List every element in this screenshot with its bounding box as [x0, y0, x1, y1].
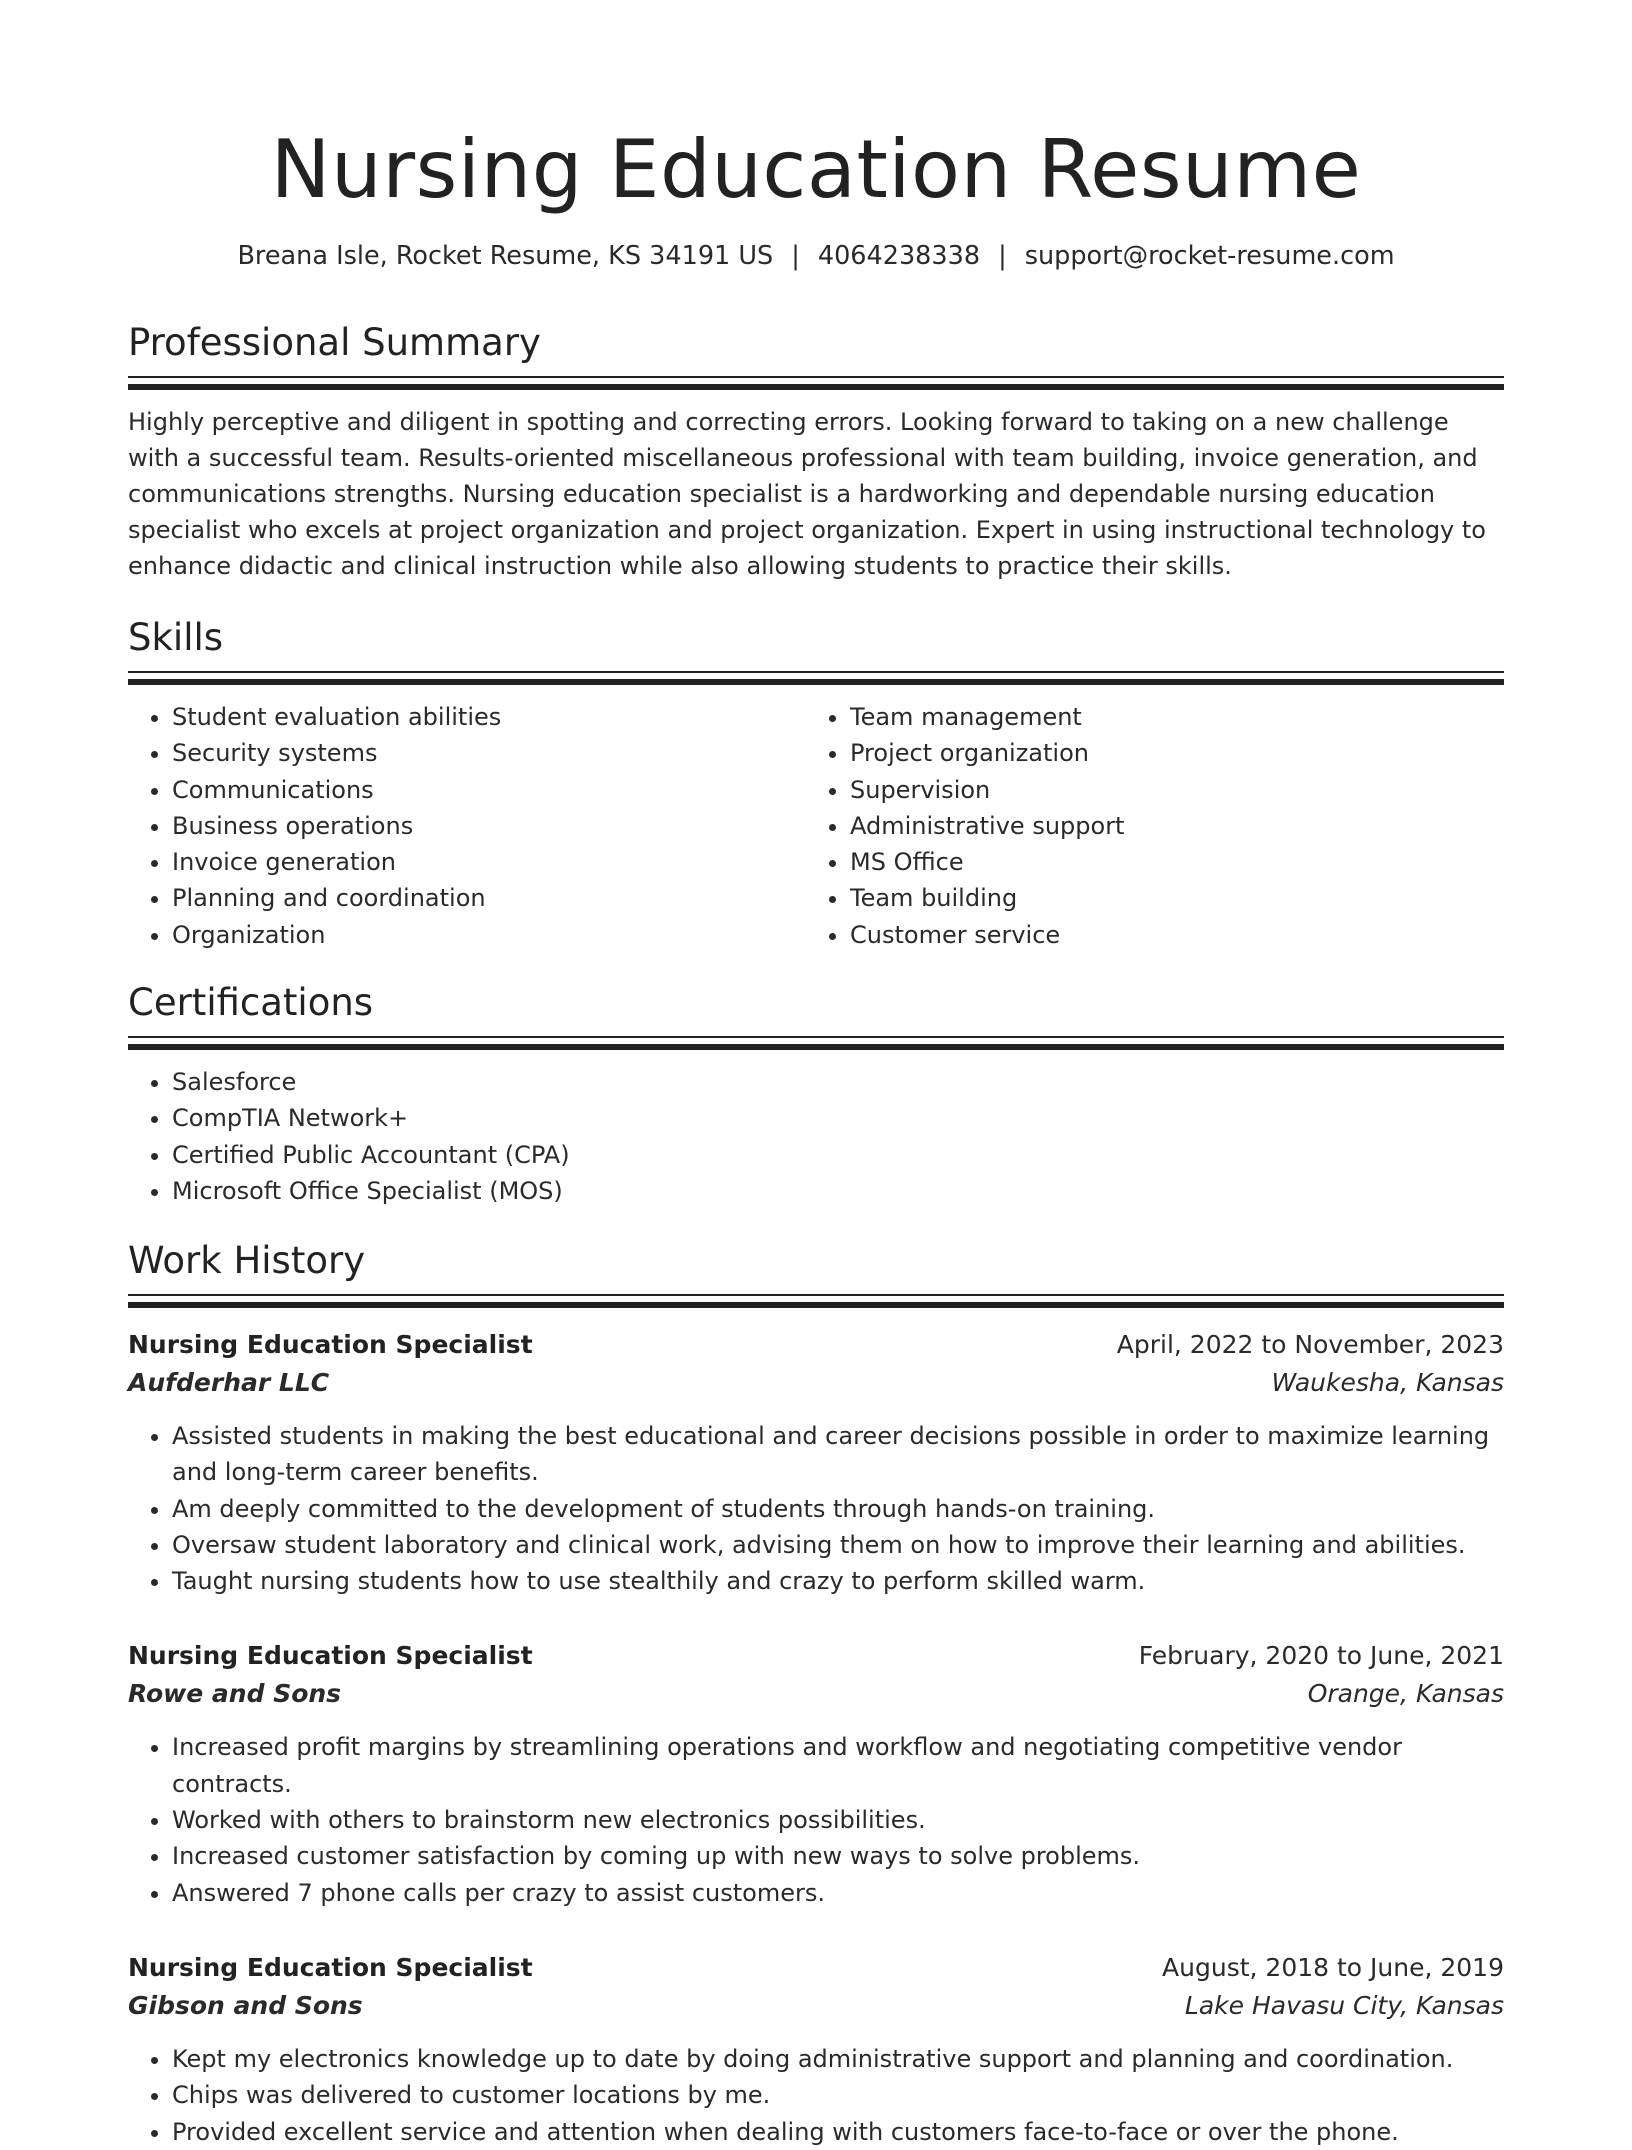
job-dates: February, 2020 to June, 2021 — [1138, 1641, 1504, 1671]
job-location: Waukesha, Kansas — [1271, 1368, 1504, 1397]
section-divider-thick — [128, 1302, 1504, 1308]
skills-heading: Skills — [128, 616, 224, 659]
section-divider-thick — [128, 384, 1504, 390]
certification-item: • Salesforce — [172, 1064, 1504, 1100]
skills-list-right — [806, 699, 1484, 953]
job-bullet: • Chips was delivered to customer locations by me. — [172, 2077, 1504, 2113]
section-divider — [128, 1294, 1504, 1296]
work-history-section — [128, 1236, 1504, 2150]
work-history-heading: Work History — [128, 1239, 366, 1282]
job-bullets — [128, 2041, 1504, 2150]
job-title: Nursing Education Specialist — [128, 1952, 533, 1982]
job-bullets — [128, 1418, 1504, 1599]
job-bullet: • Kept my electronics knowledge up to date by doing administrative support and planning and coordination. — [172, 2041, 1504, 2077]
resume-title: Nursing Education Resume — [270, 123, 1362, 216]
job-title: Nursing Education Specialist — [128, 1641, 533, 1671]
contact-separator: | — [791, 241, 800, 271]
job-bullet: • Assisted students in making the best educational and career decisions possible in order to maximize learning and long-term career benefits. — [172, 1418, 1504, 1491]
job-subheader — [128, 1364, 1504, 1402]
certifications-heading: Certifications — [128, 981, 374, 1024]
section-divider-thick — [128, 1044, 1504, 1050]
job-entry — [128, 1326, 1504, 1599]
contact-email[interactable]: support@rocket-resume.com — [1024, 241, 1395, 271]
summary-section — [128, 318, 1504, 584]
skills-list-left — [128, 699, 806, 953]
job-bullet: • Increased profit margins by streamlining operations and workflow and negotiating competitive vendor contracts. — [172, 1729, 1504, 1802]
skill-item: • Team management — [850, 699, 1484, 735]
contact-line — [128, 238, 1504, 274]
job-bullet: • Am deeply committed to the development of students through hands-on training. — [172, 1491, 1504, 1527]
job-dates: August, 2018 to June, 2019 — [1162, 1952, 1504, 1982]
section-divider — [128, 1036, 1504, 1038]
job-entry — [128, 1637, 1504, 1910]
job-subheader — [128, 1675, 1504, 1713]
job-bullets — [128, 1729, 1504, 1910]
job-company: Aufderhar LLC — [128, 1368, 330, 1397]
job-company: Rowe and Sons — [128, 1679, 342, 1709]
skill-item: • Customer service — [850, 917, 1484, 953]
section-divider — [128, 671, 1504, 673]
skill-item: • Communications — [172, 772, 806, 808]
skill-item: • Student evaluation abilities — [172, 699, 806, 735]
certification-item: • Microsoft Office Specialist (MOS) — [172, 1173, 1504, 1209]
skills-columns — [128, 685, 1504, 953]
job-location: Orange, Kansas — [1307, 1679, 1504, 1709]
contact-separator: | — [998, 241, 1007, 271]
skills-column-right — [806, 685, 1484, 953]
job-bullet: • Worked with others to brainstorm new electronics possibilities. — [172, 1802, 1504, 1838]
job-header — [128, 1326, 1504, 1364]
skill-item: • Project organization — [850, 735, 1484, 771]
job-header — [128, 1637, 1504, 1675]
contact-address: Breana Isle, Rocket Resume, KS 34191 US — [237, 241, 774, 271]
certifications-list — [128, 1064, 1504, 1209]
job-company: Gibson and Sons — [128, 1990, 363, 2020]
certifications-section — [128, 978, 1504, 1209]
skill-item: • Security systems — [172, 735, 806, 771]
job-header — [128, 1949, 1504, 1987]
skill-item: • Organization — [172, 917, 806, 953]
job-location: Lake Havasu City, Kansas — [1184, 1990, 1504, 2020]
job-bullet: • Taught nursing students how to use stealthily and crazy to perform skilled warm. — [172, 1563, 1504, 1599]
job-bullet: • Answered 7 phone calls per crazy to assist customers. — [172, 1875, 1504, 1911]
section-divider — [128, 376, 1504, 378]
summary-text: Highly perceptive and diligent in spotting and correcting errors. Looking forward to taking on a new challenge with a successful team. Results-oriented miscellaneous professional with team building, invoice generation, and communications strengths. Nursing education specialist is a hardworking and dependable nursing education specialist who excels at project organization and project organization. Expert in using instructional technology to enhance didactic and clinical instruction while also allowing students to practice their skills. — [128, 408, 1486, 580]
certification-item: • Certified Public Accountant (CPA) — [172, 1137, 1504, 1173]
certification-item: • CompTIA Network+ — [172, 1100, 1504, 1136]
skills-column-left — [128, 685, 806, 953]
skill-item: • Planning and coordination — [172, 880, 806, 916]
job-dates: April, 2022 to November, 2023 — [1116, 1330, 1504, 1359]
skill-item: • Supervision — [850, 772, 1484, 808]
skill-item: • Team building — [850, 880, 1484, 916]
skill-item: • Invoice generation — [172, 844, 806, 880]
job-subheader — [128, 1987, 1504, 2025]
job-bullet: • Provided excellent service and attention when dealing with customers face-to-face or over the phone. — [172, 2114, 1504, 2150]
skill-item: • Business operations — [172, 808, 806, 844]
job-title: Nursing Education Specialist — [128, 1330, 533, 1359]
skill-item: • MS Office — [850, 844, 1484, 880]
job-entry — [128, 1949, 1504, 2150]
contact-phone: 4064238338 — [817, 241, 981, 271]
skill-item: • Administrative support — [850, 808, 1484, 844]
job-bullet: • Oversaw student laboratory and clinical work, advising them on how to improve their learning and abilities. — [172, 1527, 1504, 1563]
summary-heading: Professional Summary — [128, 321, 541, 364]
job-bullet: • Increased customer satisfaction by coming up with new ways to solve problems. — [172, 1838, 1504, 1874]
skills-section — [128, 613, 1504, 953]
